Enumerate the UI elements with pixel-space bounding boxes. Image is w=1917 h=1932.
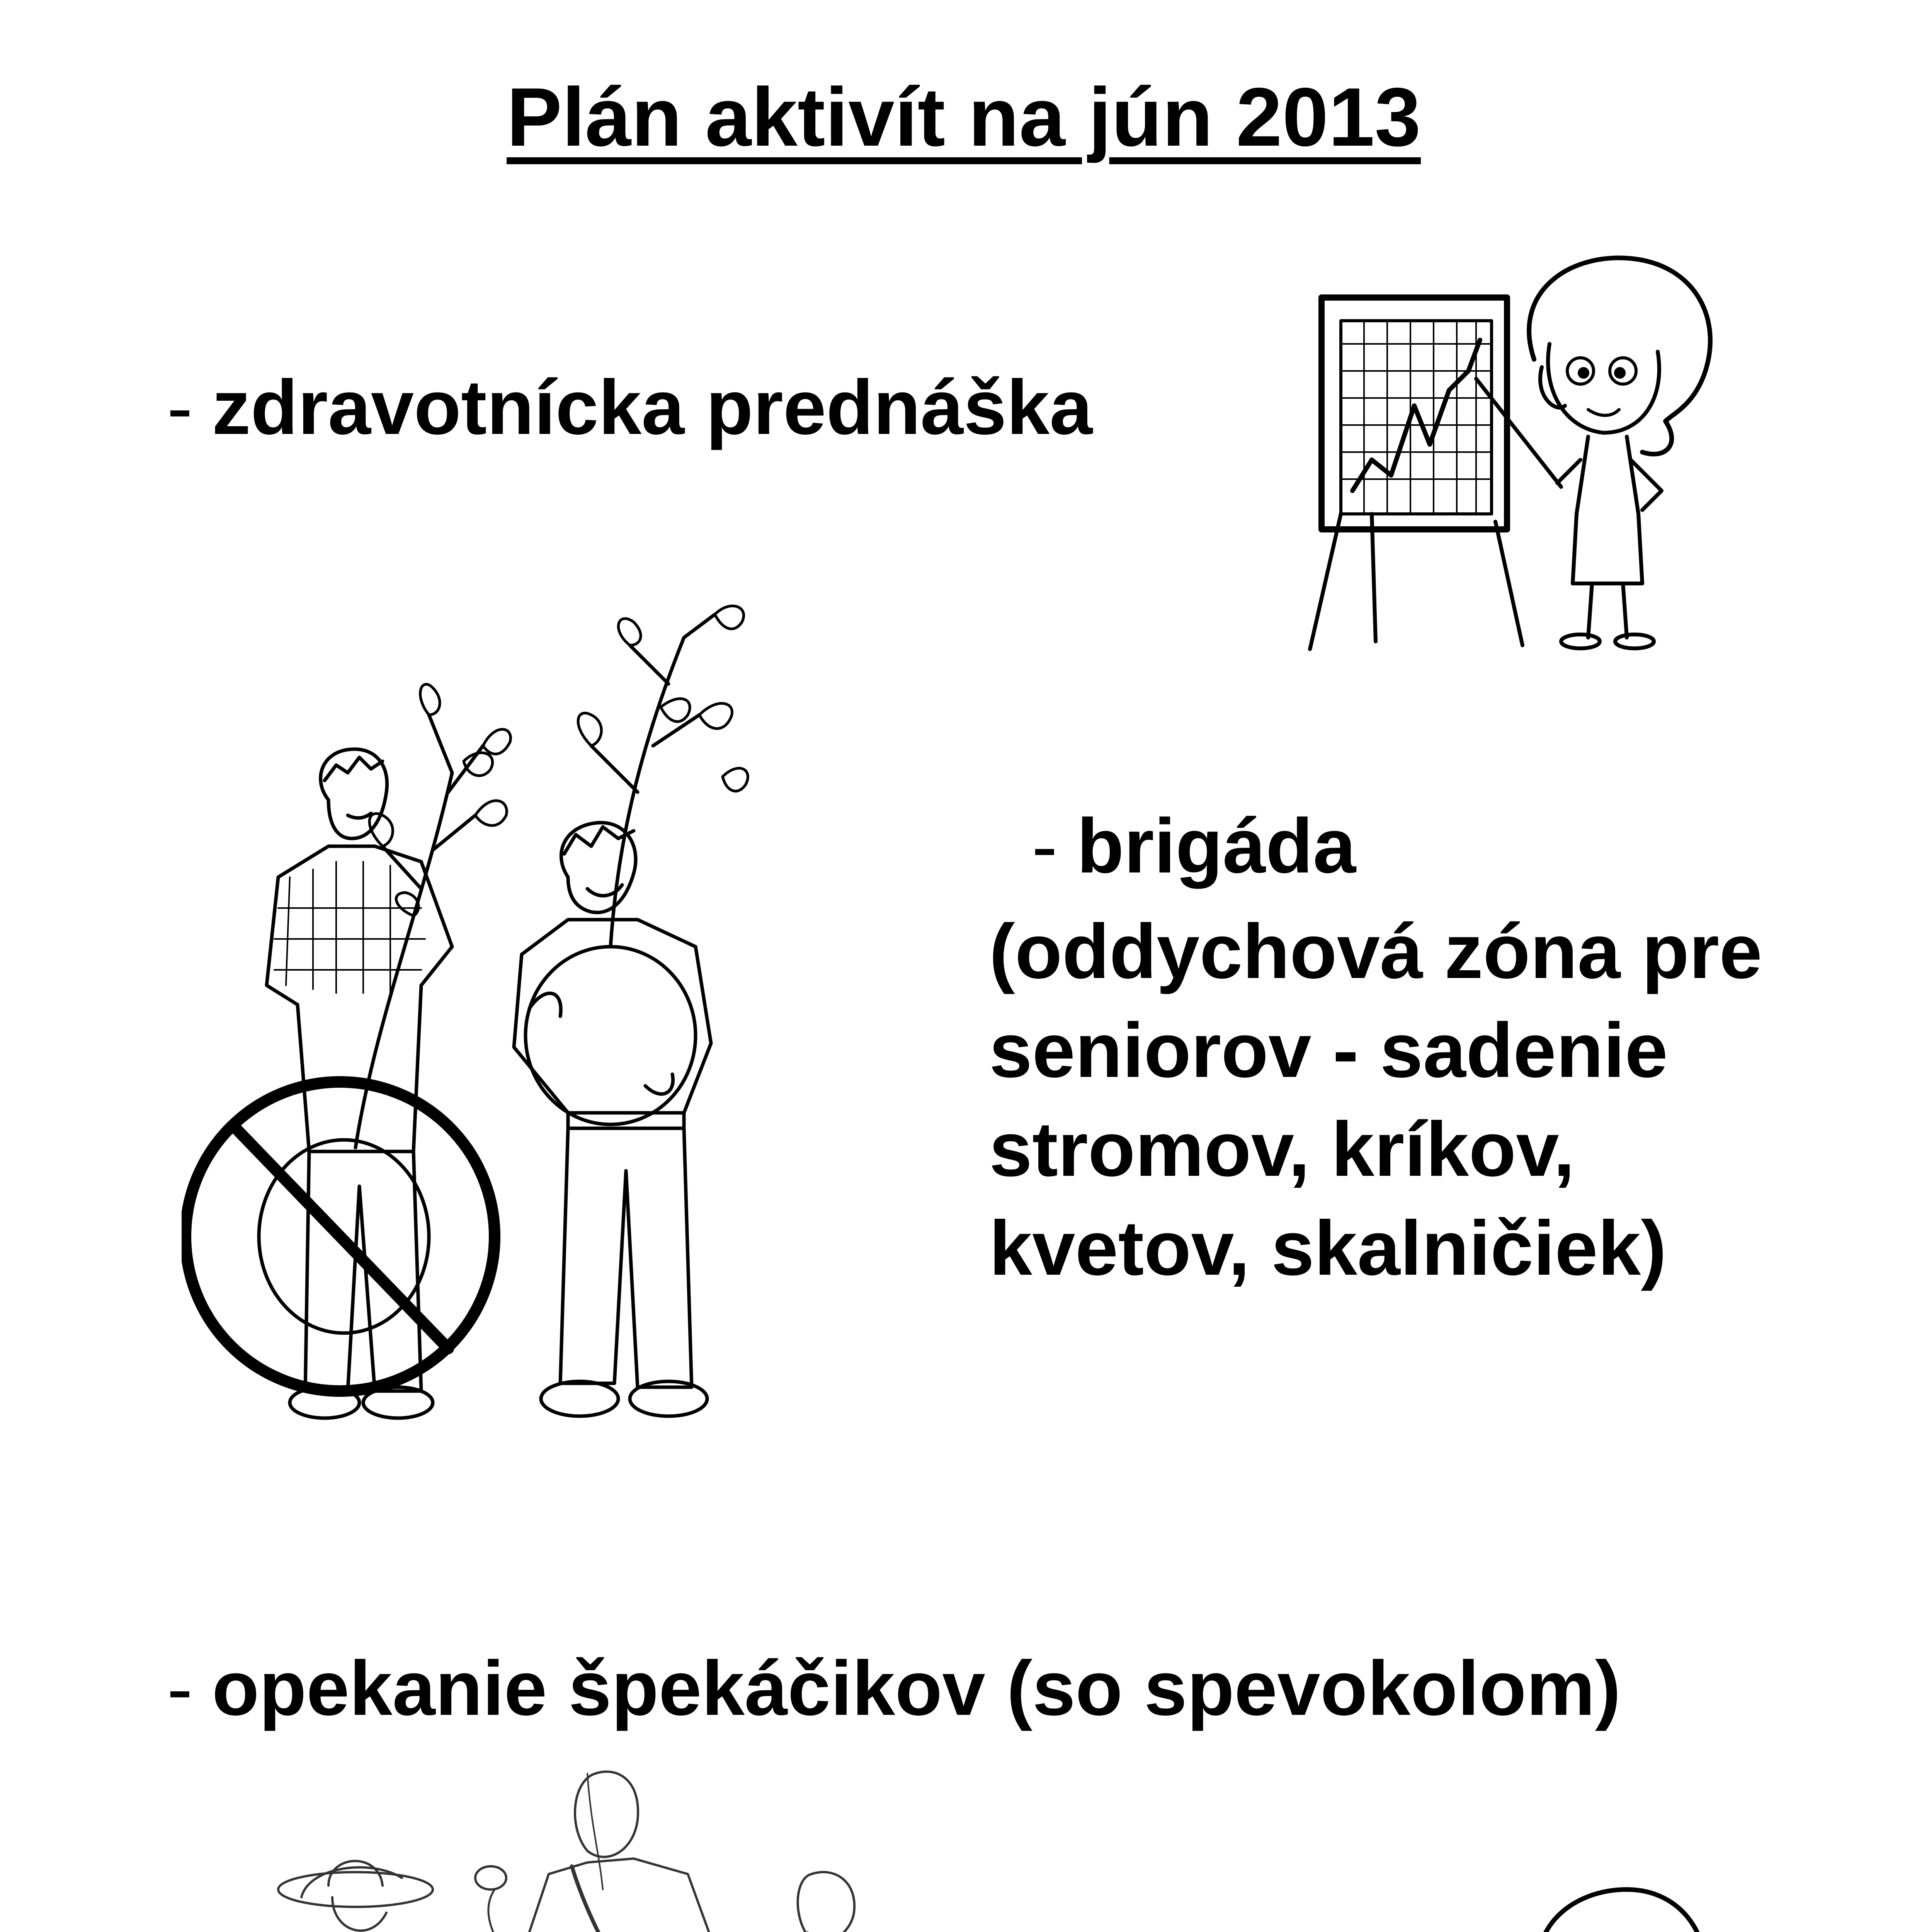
- detail-line: seniorov - sadenie: [989, 1007, 1668, 1094]
- activity-label: brigáda: [1077, 803, 1356, 889]
- page-title: Plán aktivít na jún 2013: [507, 70, 1421, 163]
- activity-label: opekanie špekáčikov (so spevokolom): [212, 1645, 1621, 1731]
- detail-line: stromov, kríkov,: [989, 1106, 1575, 1192]
- presenter-with-chart-illustration: [1294, 243, 1727, 661]
- activity-lecture: [167, 364, 1093, 451]
- singers-sketch-illustration: [185, 1750, 1028, 1932]
- list-dash: -: [167, 1645, 193, 1731]
- men-with-saplings-illustration: [182, 599, 839, 1430]
- activity-sausage-roasting: [167, 1645, 1621, 1731]
- campfire-child-illustration: [1109, 1866, 1816, 1932]
- detail-line: kvetov, skalničiek): [989, 1205, 1667, 1291]
- list-dash: -: [1032, 803, 1058, 889]
- activity-brigade-details: [989, 902, 1762, 1298]
- list-dash: -: [167, 364, 193, 451]
- detail-line: (oddychová zóna pre: [989, 908, 1762, 995]
- activity-work-brigade: [1032, 803, 1356, 889]
- activity-label: zdravotnícka prednáška: [212, 364, 1093, 451]
